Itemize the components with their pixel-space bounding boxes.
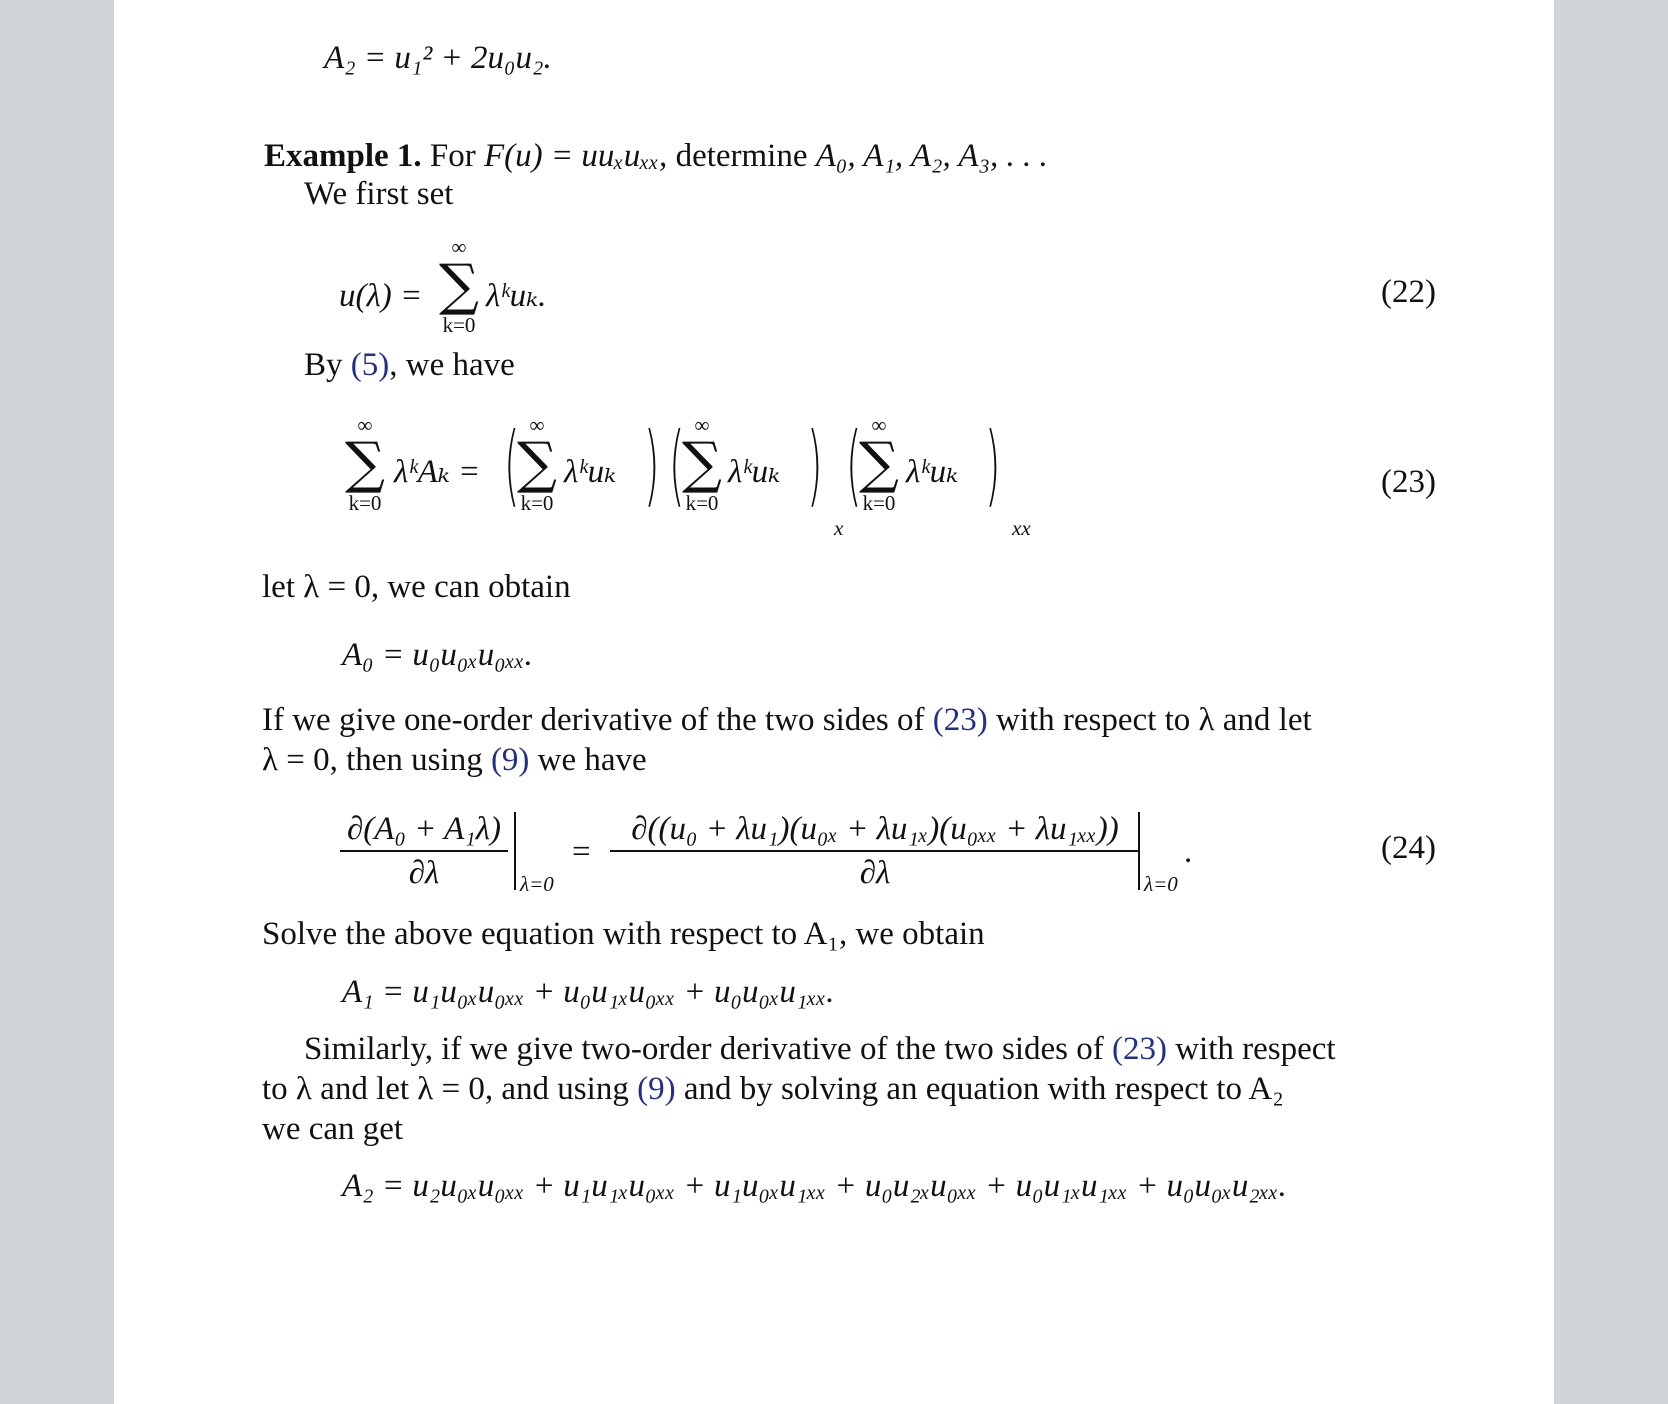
eq23-number: (23) (1381, 464, 1436, 500)
eq24-lhs-fraction (340, 808, 508, 894)
we-first-set-text: We first set (304, 176, 454, 212)
eq22-sum-top: ∞ (451, 235, 467, 259)
eq23-paren-open-1: ( (504, 413, 520, 516)
eq22-lhs: u(λ) = (339, 278, 423, 314)
eq24-equals: = (572, 834, 591, 870)
eq24-eval-bar-2 (1138, 812, 1140, 890)
eq23-term-2: λᵏuₖ (728, 454, 781, 490)
eq24-rhs-fraction (610, 808, 1140, 894)
eq22-sum-bottom: k=0 (442, 313, 476, 337)
para-one-order-line1: If we give one-order derivative of the two sides of (23) with respect to λ and let (262, 702, 1312, 738)
solve-text: Solve the above equation with respect to A₁, we obtain (262, 916, 985, 952)
eq24-dot: . (1184, 834, 1193, 870)
example-function: F(u) = uuₓuₓₓ, (484, 138, 668, 174)
eq24-rhs-denominator: ∂λ (859, 855, 891, 891)
ref-eq23-link-2[interactable]: (23) (1111, 1031, 1167, 1067)
eq23-paren-close-3: ) (985, 413, 1001, 516)
eq23-term-1: λᵏuₖ (564, 454, 617, 490)
eq23-paren-open-2: ( (669, 413, 685, 516)
let-lambda-text: let λ = 0, we can obtain (262, 569, 571, 605)
para-one-order-line2: λ = 0, then using (9) we have (262, 742, 647, 778)
eq22-rhs: λᵏuₖ. (486, 278, 547, 314)
para-two-order-line1: Similarly, if we give two-order derivative of the two sides of (23) with respect (304, 1031, 1336, 1067)
example-determine: determine (675, 138, 808, 174)
para-two-order-line3: we can get (262, 1111, 404, 1147)
eq23-paren-close-1: ) (644, 413, 660, 516)
eq24-rhs-numerator: ∂((u₀ + λu₁)(u₀ₓ + λu₁ₓ)(u₀ₓₓ + λu₁ₓₓ)) (631, 811, 1119, 847)
eq24-eval-1: λ=0 (520, 872, 554, 896)
ref-eq5-link[interactable]: (5) (350, 347, 390, 383)
eq23-sum-1: ∞ ∑ k=0 (517, 413, 557, 515)
example-for: For (429, 138, 476, 174)
ref-eq9-link-2[interactable]: (9) (637, 1071, 676, 1107)
example-label: Example 1. (264, 138, 422, 174)
ref-eq9-link[interactable]: (9) (490, 742, 530, 778)
eq23-sum-2: ∞ ∑ k=0 (682, 413, 722, 515)
eq23-sub-xx: xx (1012, 516, 1031, 540)
equation-a2-top: A₂ = u₁² + 2u₀u₂. (324, 40, 552, 76)
eq22-number: (22) (1381, 274, 1436, 310)
eq23-sum-3: ∞ ∑ k=0 (859, 413, 899, 515)
eq22-sum-symbol: ∞ ∑ k=0 (436, 236, 482, 336)
equation-a1: A₁ = u₁u₀ₓu₀ₓₓ + u₀u₁ₓu₀ₓₓ + u₀u₀ₓu₁ₓₓ. (342, 974, 835, 1010)
eq24-lhs-denominator: ∂λ (408, 855, 440, 891)
eq24-lhs-numerator: ∂(A₀ + A₁λ) (346, 811, 501, 847)
eq23-term-3: λᵏuₖ (906, 454, 959, 490)
eq23-paren-close-2: ) (807, 413, 823, 516)
eq24-eval-2: λ=0 (1144, 872, 1178, 896)
equation-a2: A₂ = u₂u₀ₓu₀ₓₓ + u₁u₁ₓu₀ₓₓ + u₁u₀ₓu₁ₓₓ + u₀u₂ₓu₀ₓₓ + u₀u₁ₓu₁ₓₓ + u₀u₀ₓu₂ₓₓ. (342, 1168, 1287, 1204)
example-heading (264, 136, 1048, 176)
by-ref5-text: By (5), we have (304, 347, 515, 383)
example-targets: A₀, A₁, A₂, A₃, . . . (815, 138, 1048, 174)
eq23-lhs: λᵏAₖ = (394, 454, 481, 490)
eq23-sum-lhs: ∞ ∑ k=0 (345, 413, 385, 515)
eq23-sub-x: x (834, 516, 844, 540)
ref-eq23-link[interactable]: (23) (932, 702, 988, 738)
eq24-number: (24) (1381, 830, 1436, 866)
eq23-paren-open-3: ( (846, 413, 862, 516)
para-two-order-line2: to λ and let λ = 0, and using (9) and by solving an equation with respect to A₂ (262, 1071, 1284, 1107)
eq24-eval-bar-1 (514, 812, 516, 890)
document-page (114, 0, 1554, 1404)
equation-a0: A₀ = u₀u₀ₓu₀ₓₓ. (342, 637, 533, 673)
